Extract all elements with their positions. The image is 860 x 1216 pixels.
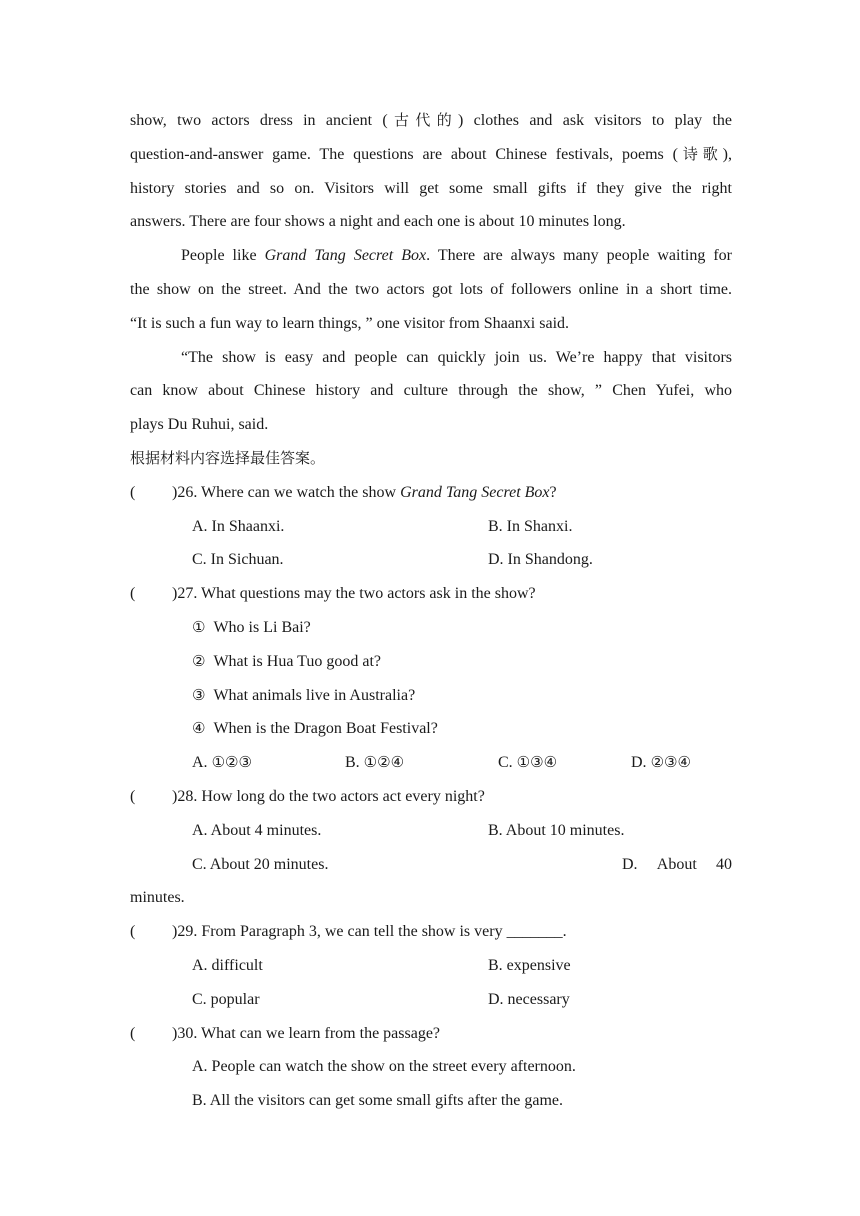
option-b[interactable]: B. expensive bbox=[488, 956, 571, 974]
show-title: Grand Tang Secret Box bbox=[264, 247, 427, 265]
passage-line bbox=[130, 104, 732, 138]
question-stem: )27. What questions may the two actors ask in the show? bbox=[172, 585, 536, 603]
sub-item-text: What is Hua Tuo good at? bbox=[213, 652, 381, 670]
question-stem: )26. Where can we watch the show Grand Tang Secret Box? bbox=[172, 483, 557, 501]
document-page bbox=[130, 104, 732, 1118]
passage-line bbox=[130, 138, 732, 172]
passage-line: “The show is easy and people can quickly join us. We’re happy that visitors bbox=[181, 348, 732, 366]
question-stem: )28. How long do the two actors act every night? bbox=[172, 787, 485, 805]
text-run: ) clothes and ask visitors to play the bbox=[458, 112, 733, 129]
option-c[interactable]: C. In Sichuan. bbox=[192, 551, 284, 569]
sub-item-text: What animals live in Australia? bbox=[213, 686, 416, 704]
gloss-chinese: 诗歌 bbox=[678, 144, 723, 163]
answer-blank[interactable]: ( bbox=[130, 1024, 136, 1042]
passage-line: the show on the street. And the two actors got lots of followers online in a short time. bbox=[130, 280, 732, 298]
options-row bbox=[130, 1050, 732, 1084]
answer-blank[interactable]: ( bbox=[130, 923, 136, 941]
option-a[interactable]: A. ①②③ bbox=[192, 753, 252, 772]
sub-item-text: When is the Dragon Boat Festival? bbox=[213, 720, 438, 738]
text-run: ), bbox=[722, 145, 732, 163]
options-row bbox=[130, 848, 732, 882]
option-d[interactable]: D. necessary bbox=[488, 990, 570, 1008]
passage-line: history stories and so on. Visitors will get some small gifts if they give the right bbox=[130, 179, 732, 197]
answer-blank[interactable]: ( bbox=[130, 483, 136, 501]
question-29 bbox=[130, 915, 732, 949]
circled-number-3: ③ bbox=[192, 685, 206, 704]
sub-item bbox=[130, 645, 732, 679]
passage-line: answers. There are four shows a night and each one is about 10 minutes long. bbox=[130, 213, 626, 231]
options-row bbox=[130, 510, 732, 544]
option-b[interactable]: B. About 10 minutes. bbox=[488, 821, 625, 839]
text-run: People like bbox=[181, 247, 265, 265]
options-row bbox=[130, 983, 732, 1017]
option-d-wrap: minutes. bbox=[130, 889, 185, 907]
question-stem: )29. From Paragraph 3, we can tell the show is very _______. bbox=[172, 923, 567, 941]
passage-line: can know about Chinese history and culture through the show, ” Chen Yufei, who bbox=[130, 382, 732, 400]
option-c[interactable]: C. ①③④ bbox=[498, 753, 558, 772]
circled-number-2: ② bbox=[192, 651, 206, 670]
question-28 bbox=[130, 780, 732, 814]
option-a[interactable]: A. difficult bbox=[192, 956, 263, 974]
sub-item-text: Who is Li Bai? bbox=[213, 618, 311, 636]
circled-number-1: ① bbox=[192, 617, 206, 636]
passage-line: plays Du Ruhui, said. bbox=[130, 416, 269, 434]
options-row bbox=[130, 1084, 732, 1118]
option-d[interactable]: D. In Shandong. bbox=[488, 551, 593, 569]
text-run: show, two actors dress in ancient ( bbox=[130, 112, 388, 129]
circled-number-4: ④ bbox=[192, 719, 206, 738]
option-b[interactable]: B. In Shanxi. bbox=[488, 517, 573, 535]
answer-blank[interactable]: ( bbox=[130, 585, 136, 603]
question-stem: )30. What can we learn from the passage? bbox=[172, 1024, 441, 1042]
option-a[interactable]: A. People can watch the show on the street every afternoon. bbox=[192, 1058, 576, 1076]
text-run: question-and-answer game. The questions are about Chinese festivals, poems ( bbox=[130, 145, 678, 163]
text-run: . There are always many people waiting for bbox=[426, 247, 733, 265]
option-c[interactable]: C. popular bbox=[192, 990, 260, 1008]
option-b[interactable]: B. All the visitors can get some small gifts after the game. bbox=[192, 1092, 564, 1110]
option-a[interactable]: A. About 4 minutes. bbox=[192, 821, 322, 839]
question-27 bbox=[130, 577, 732, 611]
passage-line: “It is such a fun way to learn things, ” one visitor from Shaanxi said. bbox=[130, 314, 570, 332]
sub-item bbox=[130, 712, 732, 746]
answer-blank[interactable]: ( bbox=[130, 787, 136, 805]
instruction: 根据材料内容选择最佳答案。 bbox=[130, 448, 326, 467]
question-30 bbox=[130, 1017, 732, 1051]
passage-line bbox=[130, 239, 732, 273]
options-row bbox=[130, 543, 732, 577]
sub-item bbox=[130, 679, 732, 713]
option-c[interactable]: C. About 20 minutes. bbox=[192, 855, 329, 873]
option-a[interactable]: A. In Shaanxi. bbox=[192, 517, 285, 535]
gloss-chinese: 古代的 bbox=[387, 111, 459, 129]
options-row bbox=[130, 814, 732, 848]
option-d[interactable]: D. ②③④ bbox=[631, 753, 691, 772]
option-b[interactable]: B. ①②④ bbox=[345, 753, 405, 772]
option-d[interactable]: D. About 40 bbox=[622, 855, 732, 873]
options-row bbox=[130, 746, 732, 780]
sub-item bbox=[130, 611, 732, 645]
question-26 bbox=[130, 476, 732, 510]
options-row bbox=[130, 949, 732, 983]
